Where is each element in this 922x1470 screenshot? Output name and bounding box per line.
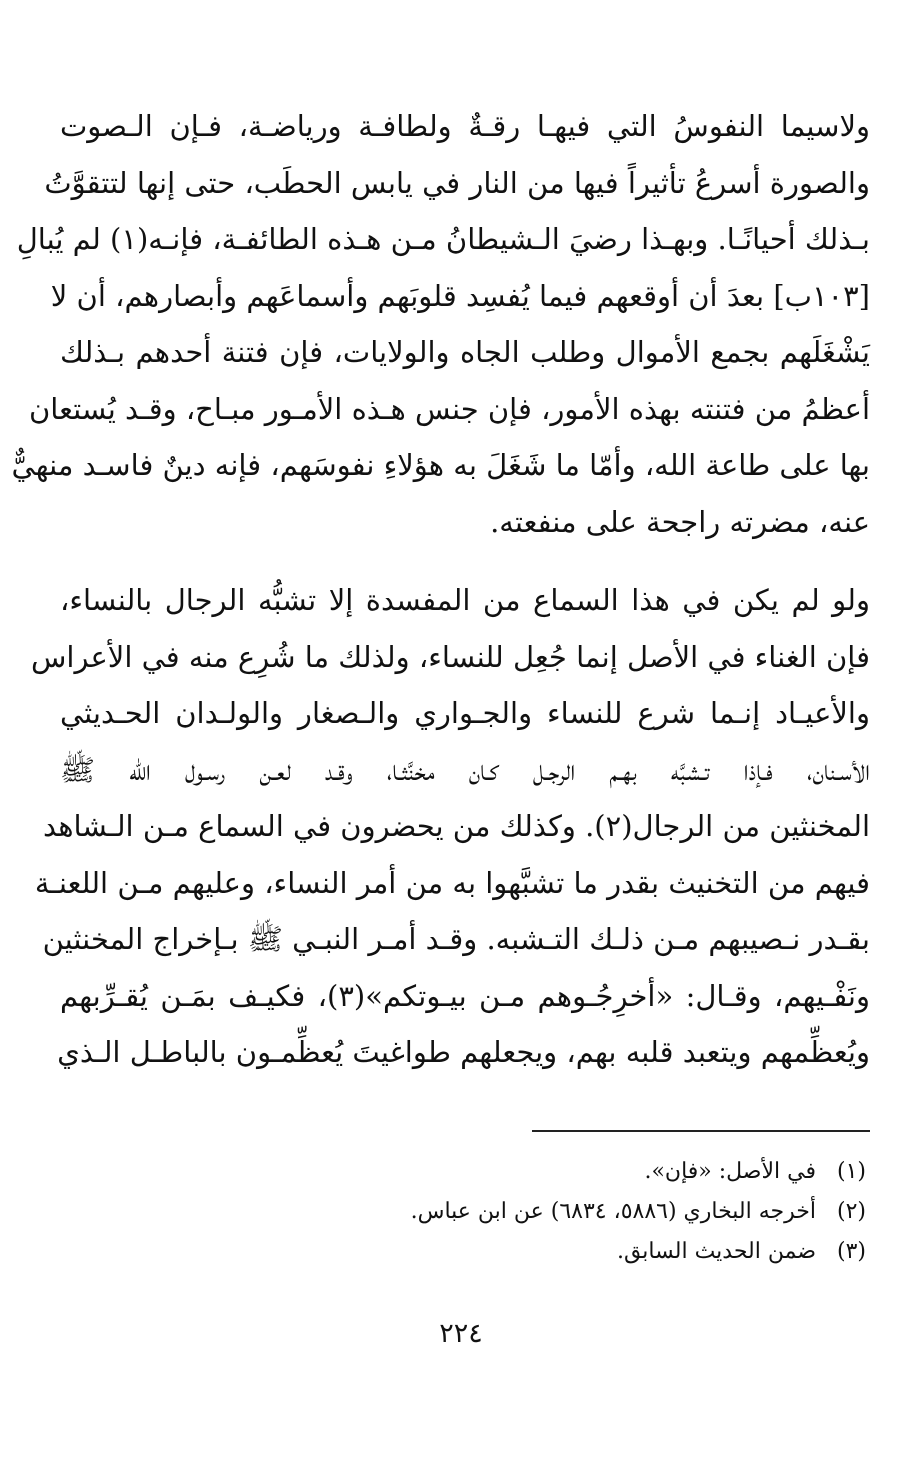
footnote-text: ضمن الحديث السابق.	[616, 1239, 816, 1264]
text-line: ويُعظِّمهم ويتعبد قلبه بهم، ويجعلهم طواغيتَ يُعظِّمـون بالباطـل الـذي	[57, 1035, 870, 1069]
footnote-number: (٢)	[836, 1199, 866, 1224]
text-line: فإن الغناء في الأصل إنما جُعِل للنساء، ولذلك ما شُرِع منه في الأعراس	[31, 639, 870, 674]
footnotes	[106, 1152, 866, 1272]
text-line: بقـدر نـصيبهم مـن ذلـك التـشبه. وقـد أمـر النبـي ﷺ بـإخراج المخنثين	[42, 922, 870, 956]
paragraph-1	[11, 98, 870, 550]
text-line: يَشْغَلَهم بجمع الأموال وطلب الجاه والولايات، فإن فتنة أحدهم بـذلك	[60, 335, 870, 369]
text-line: ولاسيما النفوسُ التي فيهـا رقـةٌ ولطافـة ورياضـة، فـإن الـصوت	[60, 109, 870, 143]
text-line: والصورة أسرعُ تأثيراً فيها من النار في يابس الحطَب، حتى إنها لتتقوَّتُ	[44, 165, 870, 200]
text-line: بـذلك أحيانًـا. وبهـذا رضيَ الـشيطانُ مـن هـذه الطائفـة، فإنـه(١) لم يُبالِ	[16, 222, 870, 256]
footnote-text: أخرجه البخاري (٥٨٨٦، ٦٨٣٤) عن ابن عباس.	[410, 1199, 816, 1224]
footnote-number: (٣)	[836, 1239, 866, 1264]
paragraph-2	[31, 572, 870, 1081]
text-line: الأسـنان، فـإذا تـشبَّه بهـم الرجـل كـان مخنَّثـا، وقـد لعـن رسـول الله ﷺ	[60, 752, 870, 787]
text-line: عنه، مضرته راجحة على منفعته.	[490, 504, 870, 539]
footnote-number: (١)	[836, 1159, 866, 1184]
text-line: ونَفْـيهم، وقـال: «أخرِجُـوهم مـن بيـوتكم»(٣)، فكيـف بمَـن يُقـرِّبهم	[60, 978, 870, 1013]
page-number: ٢٢٤	[439, 1318, 483, 1349]
text-line: [١٠٣ب] بعدَ أن أوقعهم فيما يُفسِد قلوبَهم وأسماعَهم وأبصارهم، أن لا	[50, 278, 870, 313]
text-line: والأعيـاد إنـما شرع للنساء والجـواري والـصغار والولـدان الحـديثي	[60, 696, 870, 730]
text-line: بها على طاعة الله، وأمّا ما شَغَلَ به هؤلاءِ نفوسَهم، فإنه دينٌ فاسـد منهيٌّ	[11, 448, 870, 482]
text-line: أعظمُ من فتنته بهذه الأمور، فإن جنس هـذه الأمـور مبـاح، وقـد يُستعان	[28, 391, 870, 426]
text-line: ولو لم يكن في هذا السماع من المفسدة إلا تشبُّه الرجال بالنساء،	[60, 583, 870, 617]
footnote-1	[106, 1152, 866, 1192]
text-line: فيهم من التخنيث بقدر ما تشبَّهوا به من أمر النساء، وعليهم مـن اللعنـة	[34, 865, 870, 900]
footnote-text: في الأصل: «فإن».	[644, 1159, 816, 1184]
text-line: المخنثين من الرجال(٢). وكذلك من يحضرون في السماع مـن الـشاهد	[42, 809, 870, 843]
footnote-2	[106, 1192, 866, 1232]
footnote-3	[106, 1232, 866, 1272]
main-text	[11, 98, 870, 1081]
footnote-divider	[532, 1130, 870, 1132]
